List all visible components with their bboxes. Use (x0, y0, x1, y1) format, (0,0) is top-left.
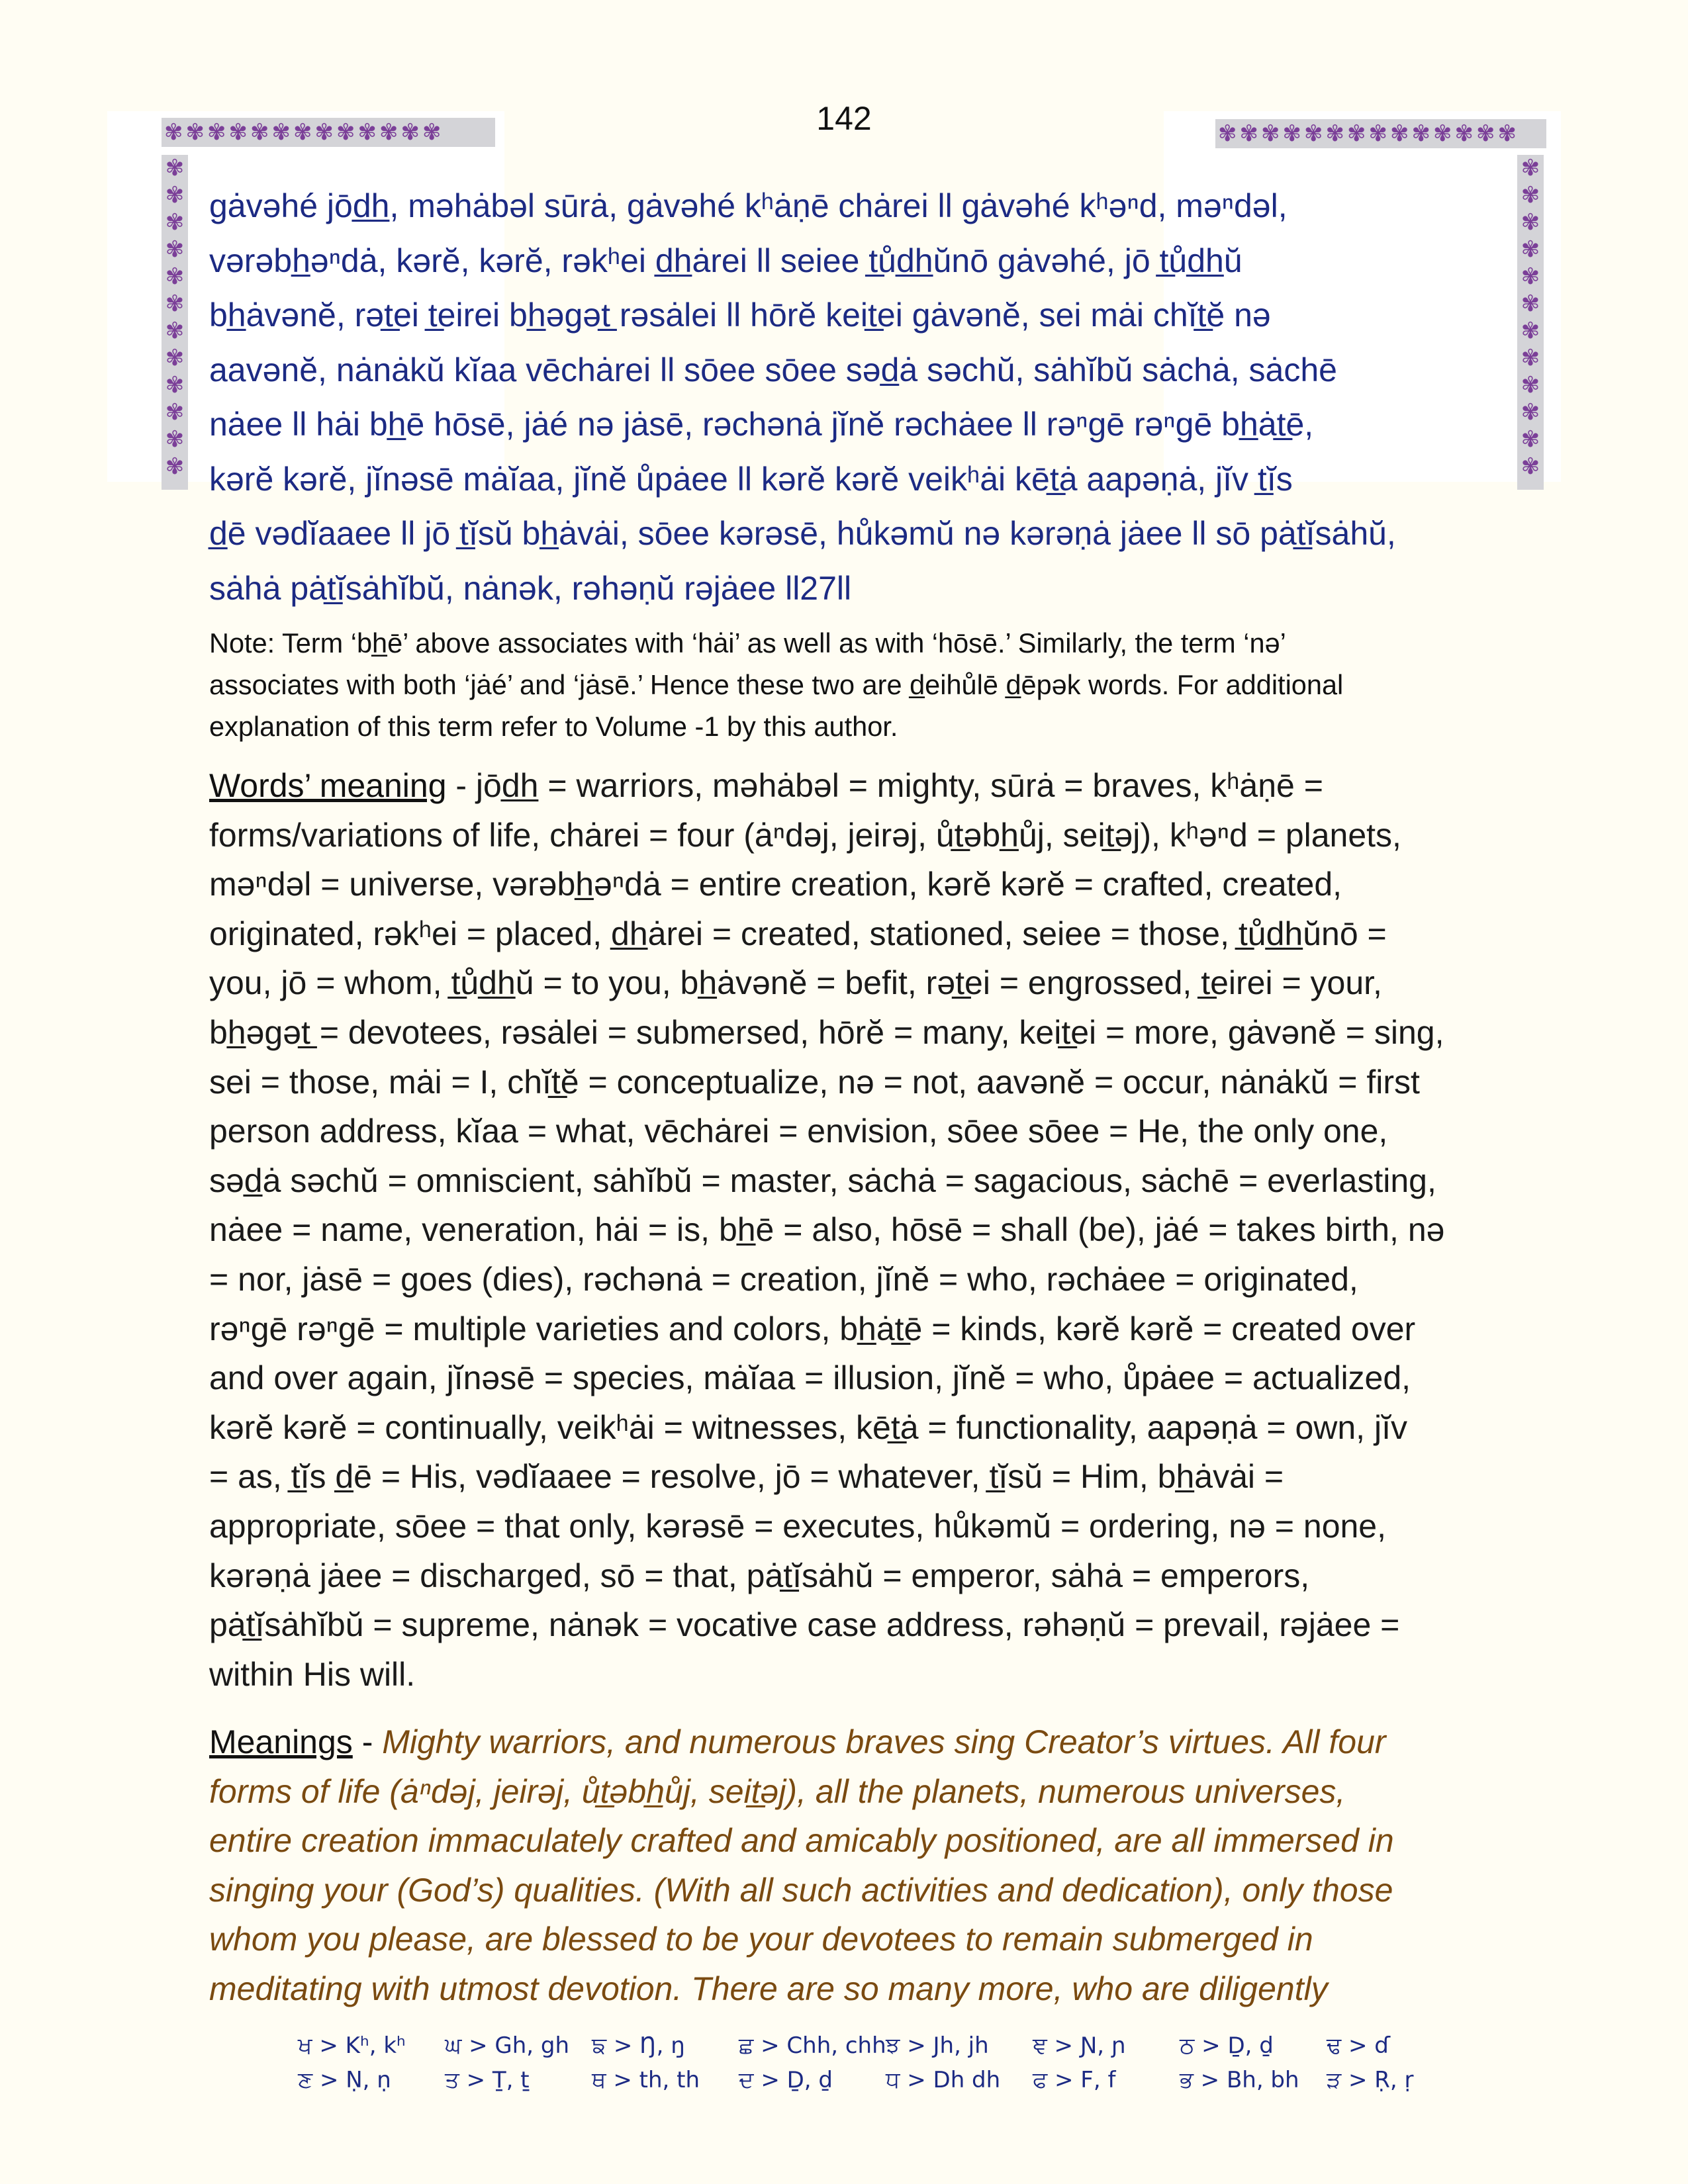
flower-ornament-icon: ✾ (1521, 345, 1540, 371)
flower-ornament-icon: ✾ (314, 119, 336, 146)
key-entry: ਧ > Dh dh (886, 2067, 1001, 2093)
meanings-dash: - (352, 1723, 383, 1760)
flower-ornament-icon: ✾ (1476, 120, 1498, 147)
words-meaning-line: pȧt̲ĭsȧhĭbŭ = supreme, nȧnək = vocative case address, rəhəṇŭ = prevail, rəjȧee = (209, 1606, 1400, 1644)
flower-ornament-icon: ✾ (165, 453, 185, 480)
flower-ornament-icon: ✾ (1521, 236, 1540, 263)
flower-ornament-icon: ✾ (379, 119, 401, 146)
flower-ornament-icon: ✾ (1521, 399, 1540, 426)
flower-ornament-icon: ✾ (1282, 120, 1304, 147)
border-right (1517, 155, 1544, 490)
key-entry: ਘ > Gh, gh (445, 2032, 570, 2059)
meanings-line: entire creation immaculately crafted and amicably positioned, are all immersed in (209, 1822, 1394, 1860)
flower-ornament-icon: ✾ (207, 119, 229, 146)
flower-ornament-icon: ✾ (165, 399, 185, 426)
words-meaning-line: kərəṇȧ jȧee = discharged, sō = that, pȧt̲ĭsȧhŭ = emperor, sȧhȧ = emperors, (209, 1557, 1310, 1594)
flower-ornament-icon: ✾ (1521, 263, 1540, 290)
flower-ornament-icon: ✾ (1304, 120, 1326, 147)
border-top-left (162, 118, 495, 147)
border-top-right (1215, 119, 1546, 148)
flower-ornament-icon: ✾ (165, 291, 185, 317)
words-meaning-line: kərĕ kərĕ = continually, veikʰȧi = witnesses, kēt̲ȧ = functionality, aapəṇȧ = own, jĭv (209, 1408, 1407, 1446)
key-entry: ਝ > Jh, jh (886, 2032, 989, 2059)
flower-ornament-icon: ✾ (357, 119, 379, 146)
flower-ornament-icon: ✾ (165, 372, 185, 398)
flower-ornament-icon: ✾ (1521, 155, 1540, 181)
meanings-line: whom you please, are blessed to be your devotees to remain submerged in (209, 1921, 1313, 1958)
flower-ornament-icon: ✾ (165, 182, 185, 208)
words-meaning-line: you, jō = whom, t̲ůd̲h̲ŭ = to you, bh̲ȧvənĕ = befit, rət̲ei = engrossed, t̲eirei = your, (209, 964, 1382, 1002)
flower-ornament-icon: ✾ (1411, 120, 1433, 147)
words-meaning-line: rəⁿgē rəⁿgē = multiple varieties and colors, bh̲ȧt̲ē = kinds, kərĕ kərĕ = created over (209, 1310, 1416, 1347)
words-meaning-line: nȧee = name, veneration, hȧi = is, bh̲ē = also, hōsē = shall (be), jȧé = takes birth, nə (209, 1211, 1445, 1249)
verse-line: sȧhȧ pȧt̲ĭsȧhĭbŭ, nȧnək, rəhəṇŭ rəjȧee ll27ll (209, 569, 852, 607)
border-left (162, 155, 188, 490)
flower-ornament-icon: ✾ (1521, 182, 1540, 208)
flower-ornament-icon: ✾ (336, 119, 358, 146)
flower-ornament-icon: ✾ (165, 263, 185, 290)
key-entry: ਙ > Ŋ, ŋ (592, 2032, 685, 2059)
words-meaning-heading: Words’ meaning (209, 767, 447, 804)
flower-ornament-icon: ✾ (1390, 120, 1412, 147)
flower-ornament-icon: ✾ (1521, 453, 1540, 480)
words-meaning-line: məⁿdəl = universe, vərəbh̲əⁿdȧ = entire creation, kərĕ kərĕ = crafted, created, (209, 866, 1342, 903)
flower-ornament-icon: ✾ (1261, 120, 1283, 147)
flower-ornament-icon: ✾ (165, 426, 185, 453)
words-meaning-line: səd̲ȧ səchŭ = omniscient, sȧhĭbŭ = master, sȧchȧ = sagacious, sȧchē = everlasting, (209, 1161, 1436, 1199)
flower-ornament-icon: ✾ (1454, 120, 1476, 147)
meanings-line: meditating with utmost devotion. There are so many more, who are diligently (209, 1970, 1328, 2007)
words-meaning-line: within His will. (209, 1655, 416, 1693)
flower-ornament-icon: ✾ (293, 119, 315, 146)
verse-line: d̲ē vədĭaaee ll jō t̲ĭsŭ bh̲ȧvȧi, sōee kərəsē, hůkəmŭ nə kərəṇȧ jȧee ll sō pȧt̲ĭsȧhŭ, (209, 515, 1396, 552)
flower-ornament-icon: ✾ (1521, 426, 1540, 453)
verse-transliteration (209, 179, 1476, 615)
flower-ornament-icon: ✾ (1347, 120, 1369, 147)
key-row (298, 2028, 1474, 2063)
key-row (298, 2063, 1474, 2097)
flower-ornament-icon: ✾ (165, 345, 185, 371)
flower-ornament-icon: ✾ (1239, 120, 1261, 147)
words-meaning-line: originated, rəkʰei = placed, d̲h̲ȧrei = created, stationed, seiee = those, t̲ůd̲h̲ŭnō = (209, 915, 1387, 952)
meanings-line: forms of life (ȧⁿdəj, jeirəj, ůt̲əbh̲ůj, seit̲əj), all the planets, numerous universes, (209, 1772, 1346, 1810)
key-entry: ਠ > Ḏ, ḏ (1180, 2032, 1274, 2059)
words-meaning-line: appropriate, sōee = that only, kərəsē = executes, hůkəmŭ = ordering, nə = none, (209, 1507, 1387, 1545)
key-entry: ਥ > th, th (592, 2067, 700, 2093)
transliteration-key (298, 2028, 1474, 2097)
flower-ornament-icon: ✾ (400, 119, 422, 146)
verse-line: nȧee ll hȧi bh̲ē hōsē, jȧé nə jȧsē, rəchənȧ jĭnĕ rəchȧee ll rəⁿgē rəⁿgē bh̲ȧt̲ē, (209, 406, 1314, 443)
key-entry: ਛ > Chh, chh (739, 2032, 886, 2059)
flower-ornament-icon: ✾ (1521, 291, 1540, 317)
flower-ornament-icon: ✾ (164, 119, 186, 146)
words-meaning-line: person address, kĭaa = what, vēchȧrei = envision, sōee sōee = He, the only one, (209, 1113, 1388, 1150)
flower-ornament-icon: ✾ (165, 318, 185, 344)
note-paragraph (209, 622, 1476, 747)
verse-line: aavənĕ, nȧnȧkŭ kĭaa vēchȧrei ll sōee sōee səd̲ȧ səchŭ, sȧhĭbŭ sȧchȧ, sȧchē (209, 351, 1337, 388)
words-meaning-section (209, 761, 1476, 1699)
key-entry: ਭ > Bh, bh (1180, 2067, 1299, 2093)
flower-ornament-icon: ✾ (1497, 120, 1519, 147)
meanings-line: Mighty warriors, and numerous braves sing Creator’s virtues. All four (382, 1723, 1386, 1760)
words-meaning-line: - jōd̲h̲ = warriors, məhȧbəl = mighty, sūrȧ = braves, kʰȧṇē = (446, 767, 1323, 804)
verse-line: gȧvəhé jōd̲h̲, məhȧbəl sūrȧ, gȧvəhé kʰȧṇē chȧrei ll gȧvəhé kʰəⁿd, məⁿdəl, (209, 187, 1288, 224)
words-meaning-line: = as, t̲ĭs d̲ē = His, vədĭaaee = resolve, jō = whatever, t̲ĭsŭ = Him, bh̲ȧvȧi = (209, 1458, 1284, 1496)
words-meaning-line: = nor, jȧsē = goes (dies), rəchənȧ = creation, jĭnĕ = who, rəchȧee = originated, (209, 1260, 1358, 1298)
flower-ornament-icon: ✾ (1521, 209, 1540, 236)
verse-line: kərĕ kərĕ, jĭnəsē mȧĭaa, jĭnĕ ůpȧee ll kərĕ kərĕ veikʰȧi kēt̲ȧ aapəṇȧ, jĭv t̲ĭs (209, 460, 1293, 498)
flower-ornament-icon: ✾ (228, 119, 250, 146)
flower-ornament-icon: ✾ (185, 119, 207, 146)
flower-ornament-icon: ✾ (271, 119, 293, 146)
words-meaning-line: bh̲əgət̲ = devotees, rəsȧlei = submersed, hōrĕ = many, keit̲ei = more, gȧvənĕ = sing, (209, 1013, 1444, 1051)
verse-line: vərəbh̲əⁿdȧ, kərĕ, kərĕ, rəkʰei d̲h̲ȧrei ll seiee t̲ůd̲h̲ŭnō gȧvəhé, jō t̲ůd̲h̲ŭ (209, 242, 1243, 279)
flower-ornament-icon: ✾ (1433, 120, 1455, 147)
page-number: 142 (816, 100, 872, 137)
flower-ornament-icon: ✾ (1521, 318, 1540, 344)
words-meaning-line: forms/variations of life, chȧrei = four (ȧⁿdəj, jeirəj, ůt̲əbh̲ůj, seit̲əj), kʰəⁿd = planets, (209, 816, 1401, 854)
meanings-section (209, 1717, 1476, 2014)
flower-ornament-icon: ✾ (1218, 120, 1240, 147)
note-line: explanation of this term refer to Volume -1 by this author. (209, 711, 898, 742)
flower-ornament-icon: ✾ (1325, 120, 1347, 147)
key-entry: ਢ > ɗ (1327, 2032, 1390, 2059)
verse-line: bh̲ȧvənĕ, rət̲ei t̲eirei bh̲əgət̲ rəsȧlei ll hōrĕ keit̲ei gȧvənĕ, sei mȧi chĭt̲ĕ nə (209, 296, 1271, 334)
note-line: associates with both ‘jȧé’ and ‘jȧsē.’ Hence these two are d̲eihůlē d̲ēpək words. For additional (209, 669, 1344, 700)
flower-ornament-icon: ✾ (165, 155, 185, 181)
flower-ornament-icon: ✾ (422, 119, 444, 146)
key-entry: ਞ > Ɲ, ɲ (1033, 2032, 1126, 2059)
key-entry: ਖ > Kʰ, kʰ (298, 2032, 406, 2059)
note-line: Note: Term ‘bh̲ē’ above associates with ‘hȧi’ as well as with ‘hōsē.’ Similarly, the term ‘nə’ (209, 627, 1286, 659)
flower-ornament-icon: ✾ (165, 236, 185, 263)
meanings-line: singing your (God’s) qualities. (With all such activities and dedication), only those (209, 1871, 1393, 1909)
words-meaning-line: sei = those, mȧi = I, chĭt̲ĕ = conceptualize, nə = not, aavənĕ = occur, nȧnȧkŭ = first (209, 1063, 1420, 1101)
key-entry: ਦ > Ḏ, ḏ (739, 2067, 833, 2093)
flower-ornament-icon: ✾ (165, 209, 185, 236)
flower-ornament-icon: ✾ (250, 119, 272, 146)
key-entry: ੜ > Ṛ, ṛ (1327, 2067, 1414, 2093)
flower-ornament-icon: ✾ (1521, 372, 1540, 398)
meanings-heading: Meanings (209, 1723, 353, 1760)
key-entry: ਫ > F, f (1033, 2067, 1116, 2093)
words-meaning-line: and over again, jĭnəsē = species, mȧĭaa = illusion, jĭnĕ = who, ůpȧee = actualized, (209, 1359, 1411, 1397)
flower-ornament-icon: ✾ (1368, 120, 1390, 147)
key-entry: ਤ > Ṯ, ṯ (445, 2067, 530, 2093)
key-entry: ਣ > Ṇ, ṇ (298, 2067, 391, 2093)
